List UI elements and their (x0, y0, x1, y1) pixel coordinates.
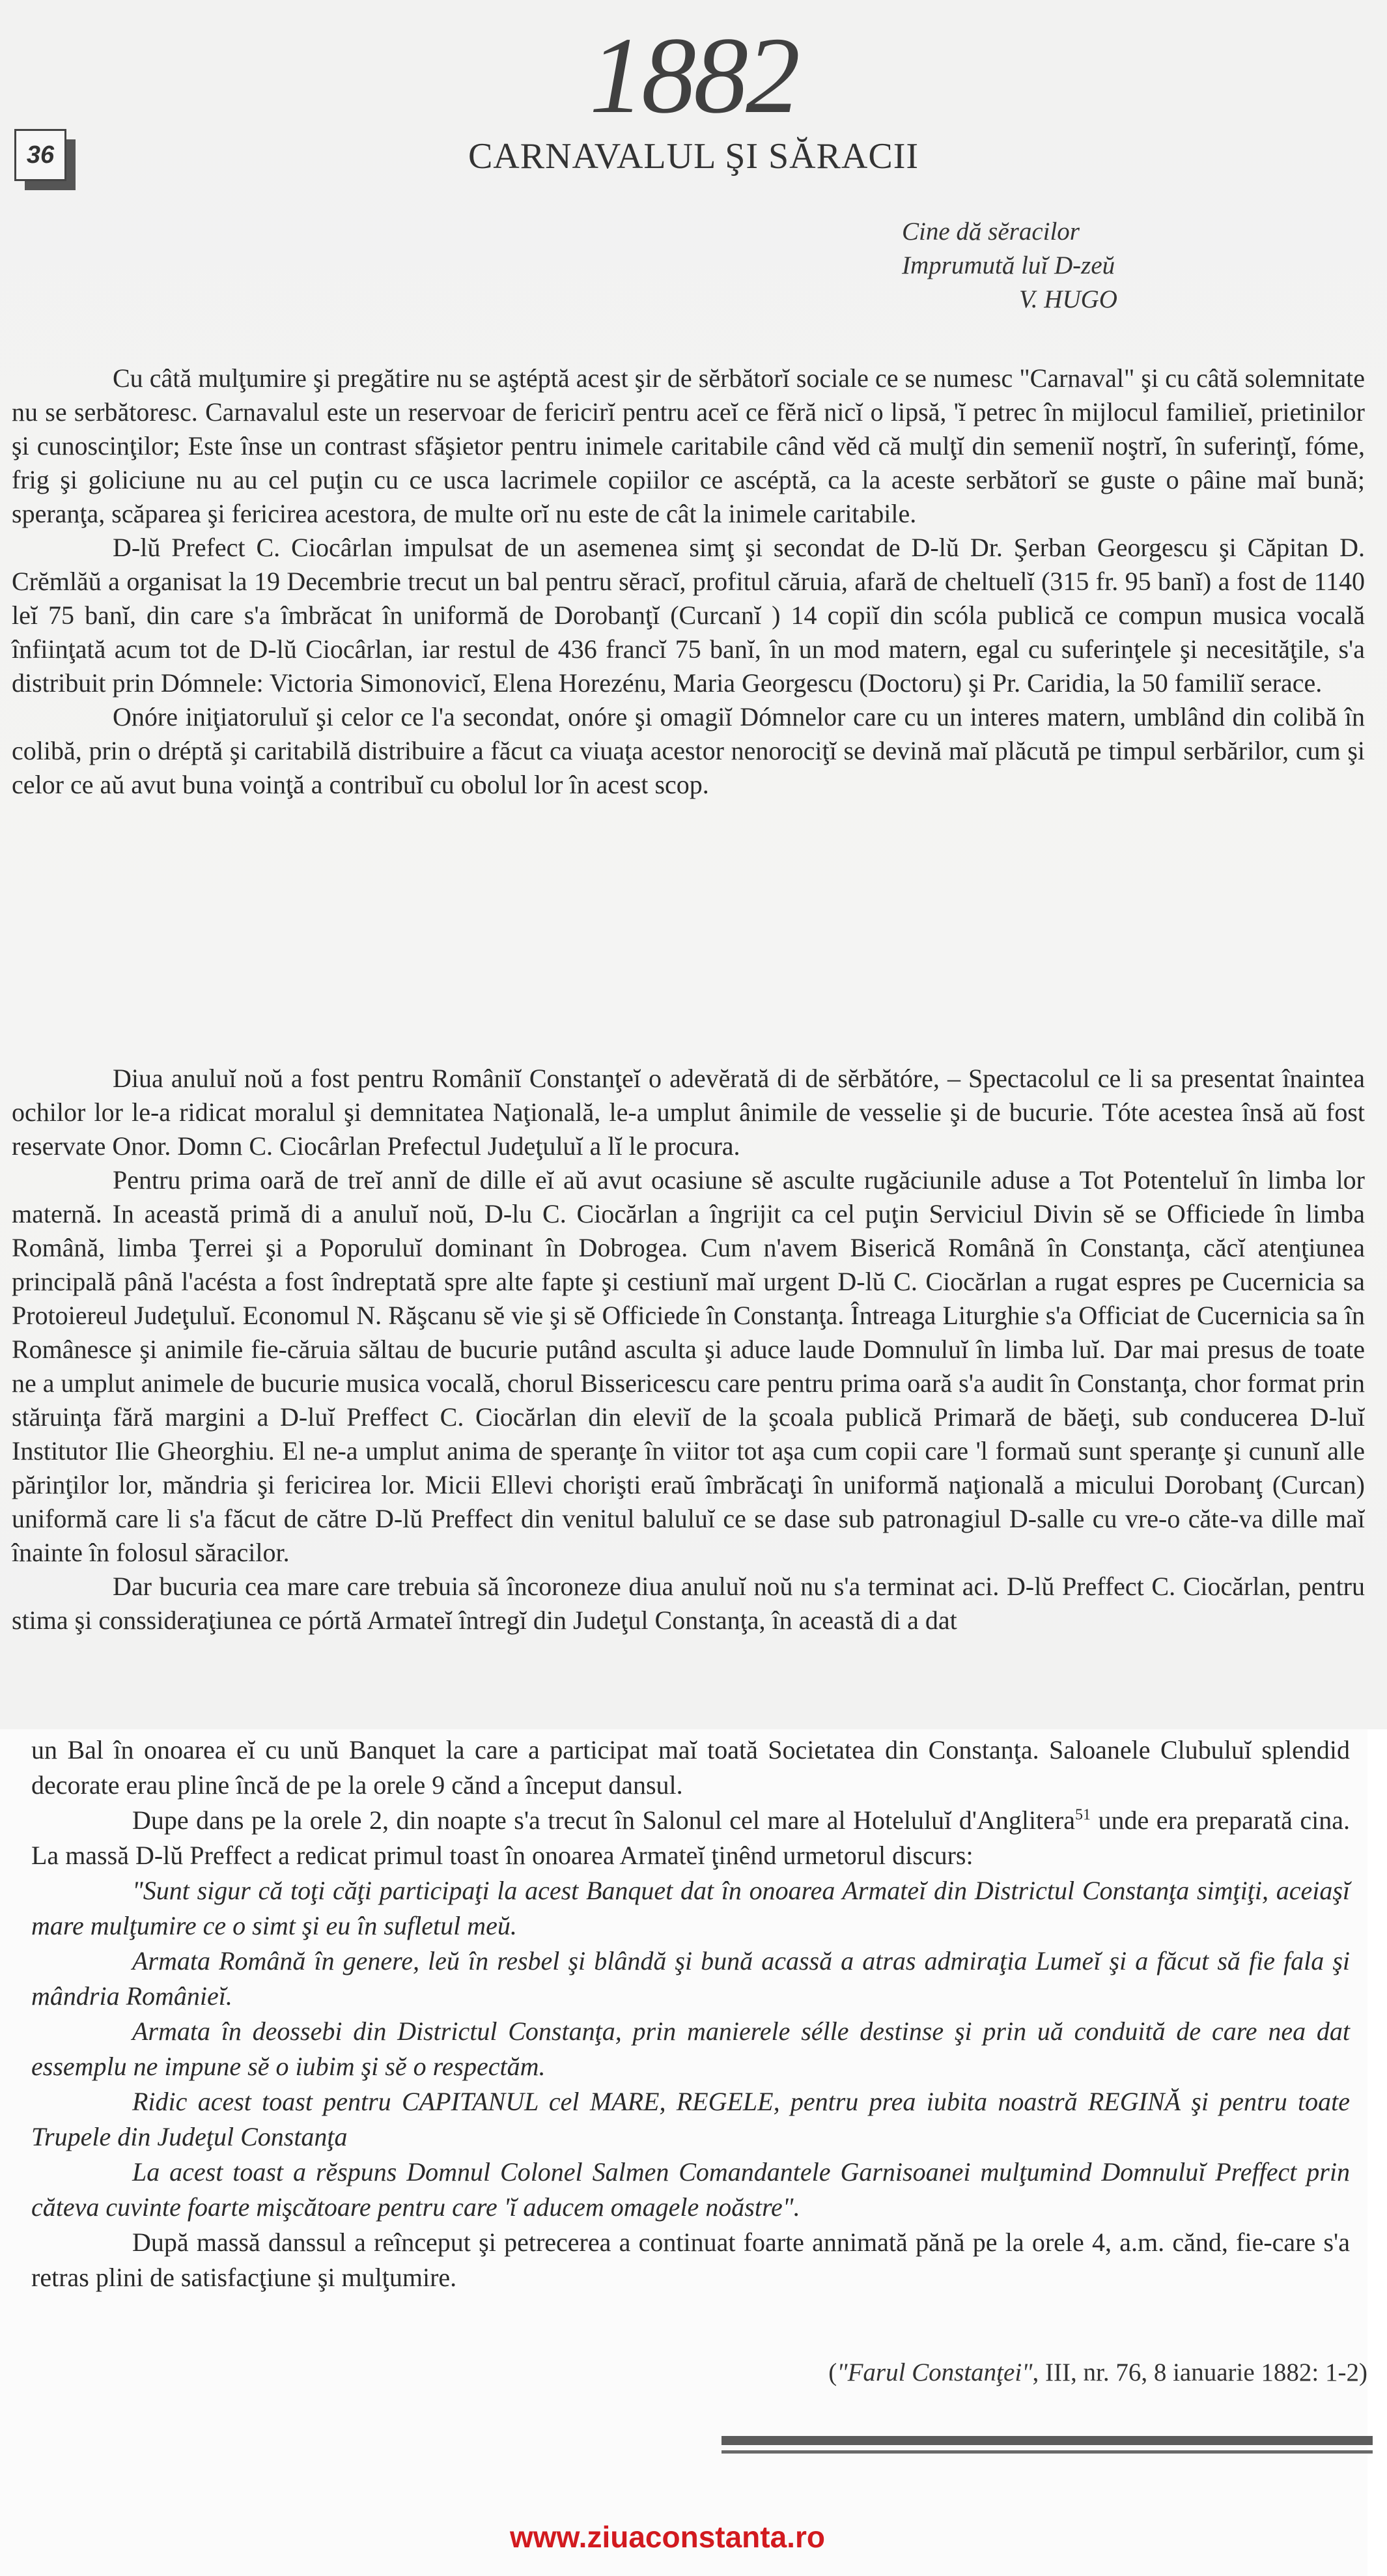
speech-paragraph: Armata în deossebi din Districtul Constanţa, prin manierele sélle destinse şi prin uă conduită de care nea dat essemplu ne impune sĕ o iubim şi sĕ o respectăm. (31, 2017, 1350, 2081)
year-heading: 1882 (589, 15, 798, 136)
epigraph-author: V. HUGO (1019, 285, 1117, 313)
speech-paragraph: La acest toast a rĕspuns Domnul Colonel Salmen Comandantele Garnisoanei mulţumind Domnuluĭ Preffect prin căteva cuvinte foarte mişcătoare pentru care 'ĭ aducem omagele noăstre". (31, 2157, 1350, 2222)
divider-rule (722, 2436, 1373, 2445)
paragraph: D-lŭ Prefect C. Ciocârlan impulsat de un asemenea simţ şi secondat de D-lŭ Dr. Şerban Georgescu şi Căpitan D. Crĕmlăŭ a organisat la 19 Decembrie trecut un bal pentru sĕracĭ, profitul căruia, afară de cheltuelĭ (315 fr. 95 banĭ) a fost de 1140 leĭ 75 banĭ, din care s'a îmbrăcat în uniformă de Dorobanţĭ (Curcanĭ ) 14 copiĭ din scóla publică ce compun musica vocală înfiinţată acum tot de D-lŭ Ciocârlan, iar restul de 436 francĭ 75 banĭ, în un mod matern, egal cu suferinţele şi necesităţile, s'a distribuit prin Dómnele: Victoria Simonovicĭ, Elena Horezénu, Maria Georgescu (Doctoru) şi Pr. Caridia, la 50 familiĭ serace. (12, 533, 1365, 698)
section-new-year (12, 1062, 1365, 1637)
page-number: 36 (14, 129, 66, 181)
paragraph: Cu câtă mulţumire şi pregătire nu se aştéptă acest şir de sĕrbătorĭ sociale ce se numesc "Carnaval" şi cu câtă solemnitate nu se serbătoresc. Carnavalul este un reservoar de fericirĭ pentru aceĭ ce fĕră nicĭ o lipsă, 'ĭ petrec în mijlocul familieĭ, prietinilor şi cunoscinţilor; Este înse un contrast sfăşietor pentru inimele caritabile când vĕd că mulţĭ din semeniĭ noştrĭ, în suferinţĭ, fóme, frig şi goliciune nu au cel puţin cu ce usca lacrimele copiilor ce ascéptă, ca la aceste serbătorĭ se guste o pâine maĭ bună; speranţa, scăparea şi fericirea acestora, de multe orĭ nu este de cât la inimele caritabile. (12, 363, 1365, 528)
article-title: CARNAVALUL ŞI SĂRACII (468, 136, 919, 177)
paragraph: Diua anuluĭ noŭ a fost pentru Româniĭ Constanţeĭ o adevĕrată di de sĕrbătóre, – Spectacolul ce li sa presentat înaintea ochilor lor le-a ridicat moralul şi demnitatea Naţională, le-a umplut ânimile de vesselie şi de bucurie. Tóte acestea însă aŭ fost reservate Onor. Domn C. Ciocârlan Prefectul Judeţuluĭ a lĭ le procura. (12, 1064, 1365, 1161)
paragraph-dinner (31, 1803, 1350, 1873)
paragraph: După massă danssul a reînceput şi petrecerea a continuat foarte annimată pănă pe la orele 4, a.m. cănd, fie-care s'a retras plini de satisfacţiune şi mulţumire. (31, 2228, 1350, 2292)
speech-paragraph: Ridic acest toast pentru CAPITANUL cel MARE, REGELE, pentru prea iubita noastră REGINĂ şi pentru toate Trupele din Judeţul Constanţa (31, 2087, 1350, 2151)
dinner-text: unde era preparată cina. La massă D-lŭ Preffect a redicat primul toast în onoarea Armateĭ ţinênd urmetorul discurs: (31, 1805, 1350, 1870)
paragraph: Dar bucuria cea mare care trebuia să încoroneze diua anuluĭ noŭ nu s'a terminat aci. D-lŭ Preffect C. Ciocărlan, pentru stima şi conssideraţiunea ce pórtă Armateĭ întregĭ din Judeţul Constanţa, în această di a dat (12, 1572, 1365, 1635)
divider-rule (722, 2450, 1373, 2454)
section-ball-banquet (31, 1733, 1350, 2295)
epigraph (902, 215, 1117, 317)
dinner-text: Dupe dans pe la orele 2, din noapte s'a trecut în Salonul cel mare al Hoteluluĭ d'Anglitera (132, 1805, 1076, 1835)
citation-source: "Farul Constanţei" (837, 2358, 1033, 2386)
source-citation (828, 2358, 1367, 2387)
speech-paragraph: Armata Română în genere, leŭ în resbel şi blândă şi bună acassă a atras admiraţia Lumeĭ şi a făcut să fie fala şi mândria Românieĭ. (31, 1946, 1350, 2011)
speech-paragraph: "Sunt sigur că toţi căţi participaţi la acest Banquet dat în onoarea Armateĭ din Districtul Constanţa simţiţi, aceiaşĭ mare mulţumire ce o simt şi eu în sufletul meŭ. (31, 1876, 1350, 1940)
epigraph-line: Cine dă sĕracilor (902, 218, 1080, 246)
website-watermark[interactable]: www.ziuaconstanta.ro (510, 2520, 825, 2554)
paragraph: un Bal în onoarea eĭ cu unŭ Banquet la care a participat maĭ toată Societatea din Constanţa. Saloanele Clubuluĭ splendid decorate erau pline încă de pe la orele 9 cănd a început dansul. (31, 1735, 1350, 1800)
citation-open: ( (828, 2358, 837, 2386)
epigraph-line: Imprumută luĭ D-zeŭ (902, 251, 1115, 279)
footnote-reference[interactable]: 51 (1075, 1806, 1091, 1824)
paragraph: Pentru prima oară de treĭ annĭ de dille eĭ aŭ avut ocasiune sĕ asculte rugăciunile aduse a Tot Potenteluĭ în limba lor maternă. In această primă di a anuluĭ noŭ, D-lu C. Ciocărlan a îngrijit ca cel puţin Serviciul Divin sĕ se Officiede în limba Română, limba Ţerrei şi a Poporuluĭ dominant în Dobrogea. Cum n'avem Biserică Română în Constanţa, căcĭ atenţiunea principală până l'acésta a fost îndreptată spre alte fapte şi cestiunĭ maĭ urgent D-lŭ C. Ciocărlan a rugat espres pe Cucernicia sa Protoiereul Judeţuluĭ. Economul N. Răşcanu sĕ vie şi sĕ Officiede în Constanţa. Întreaga Liturghie s'a Officiat de Cucernicia sa în Românesce şi animile fie-căruia săltau de bucurie putând asculta şi aduce laude Domnuluĭ în limba luĭ. Dar mai presus de toate ne a umplut animele de bucurie musica vocală, chorul Bissericescu care pentru prima oară s'a audit în Constanţa, chor format prin stăruinţa fără margini a D-luĭ Preffect C. Ciocărlan din eleviĭ de la şcoala publică Primară de băeţi, sub conducerea D-luĭ Institutor Ilie Gheorghiu. El ne-a umplut anima de speranţe în viitor tot aşa cum copii care 'l formaŭ sunt speranţe şi cununĭ alle părinţilor lor, măndria şi fericirea lor. Micii Ellevi chorişti eraŭ îmbrăcaţi în uniformă naţională a micului Dorobanţ (Curcan) uniformă care li s'a făcut de către D-lŭ Preffect din venitul baluluĭ ce se dase sub patronagiul D-salle cu vre-o căte-va dille maĭ înainte în folosul săracilor. (12, 1165, 1365, 1567)
paragraph: Onóre iniţiatoruluĭ şi celor ce l'a secondat, onóre şi omagiĭ Dómnelor care cu un interes matern, umblând din colibă în colibă, prin o dréptă şi caritabilă distribuire a făcut ca viuaţa acestor nenorocіţĭ se devină maĭ plăcută pe timpul serbărilor, cum şi celor ce aŭ avut buna voinţă a contribuĭ cu obolul lor în acest scop. (12, 702, 1365, 799)
citation-details: , III, nr. 76, 8 ianuarie 1882: 1-2) (1032, 2358, 1367, 2386)
section-carnival-charity (12, 361, 1365, 802)
